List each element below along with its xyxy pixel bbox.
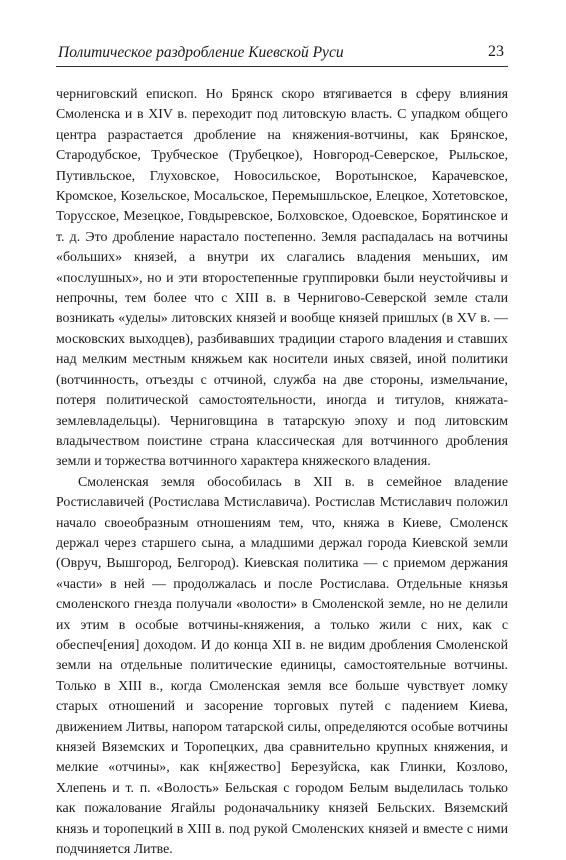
running-title: Политическое раздробление Киевской Руси — [58, 44, 344, 61]
page-number: 23 — [488, 43, 504, 60]
running-head — [56, 40, 508, 67]
paragraph-2: Смоленская земля обособилась в XII в. в семейное владение Ростиславичей (Ростислава Мстиславича). Ростислав Мстиславич положил начало своеобразным отношениям тем, что, княжа в Киеве, Смоленск держал через старшего сына, а младшими держал города Киевской земли (Овруч, Вышгород, Белгород). Киевская политика — с приемом держания «части» в ней — продолжалась и после Ростислава. Отдельные князья смоленского гнезда получали «волости» в Смоленской земле, но не делили их этим в особые вотчины-княжения, а только жили с них, как с обеспеч[ения] доходом. И до конца XII в. не видим дробления Смоленской земли на отдельные политические единицы, самостоятельные вотчины. Только в XIII в., когда Смоленская земля все больше чувствует ломку старых отношений и засорение торговых путей с падением Киева, движением Литвы, напором татарской силы, определяются особые вотчины князей Вяземских и Торопецких, два сравнительно крупных княжения, и мелкие «отчины», как кн[яжество] Березуйска, как Глинки, Козлово, Хлепень и т. п. «Волость» Бельская с городом Белым выделилась только как пожалование Ягайлы родоначальнику князей Бельских. Вяземский князь и торопецкий в XIII в. под рукой Смоленских князей и вместе с ними подчиняется Литве. — [56, 474, 508, 858]
page-body — [56, 85, 508, 860]
book-page — [56, 40, 508, 860]
paragraph-1: черниговский епископ. Но Брянск скоро втягивается в сферу влияния Смоленска и в XIV в. переходит под литовскую власть. С упадком общего центра разрастается дробление на княжения-вотчины, как Брянское, Стародубское, Трубческое (Трубецкое), Новгород-Северское, Рыльское, Путивльское, Глуховское, Новосильское, Воротынское, Карачевское, Кромское, Козельское, Мосальское, Перемышльское, Елецкое, Хотетовское, Торусское, Мезецкое, Говдыревское, Болховское, Одоевское, Борятинское и т. д. Это дробление нарастало постепенно. Земля распадалась на вотчины «больших» князей, а внутри их слагались владения меньших, им «послушных», но и эти второстепенные группировки были неустойчивы и непрочны, тем более что с XIII в. в Чернигово-Северской земле стали возникать «уделы» литовских князей и вообще князей пришлых (в XV в. — московских выходцев), разбивавших традиции старого владения и ставших над мелким местным княжьем как носители иных связей, иной политики (вотчинность, отъезды с отчиной, служба на две стороны, измельчание, потеря политической самостоятельности, иногда и титулов, княжата-землевладельцы). Черниговщина в татарскую эпоху и под литовским владычеством поистине страна классическая для вотчинного дробления земли и торжества вотчинного характера княжеского владения. — [56, 87, 508, 470]
